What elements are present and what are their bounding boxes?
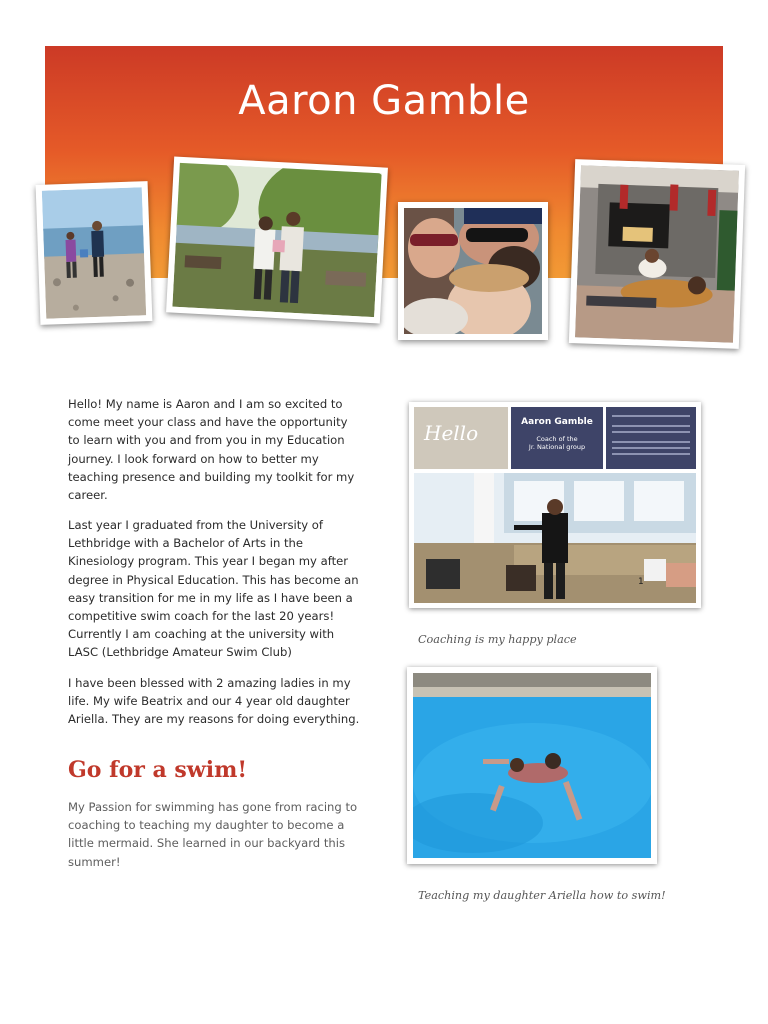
intro-paragraph-2: Last year I graduated from the University of Lethbridge with a Bachelor of Arts in the Kinesiology program. This year I began my after degree in Physical Education. This has become an easy transition for me in my life as I have been a competitive swim coach for the last 20 years! Currently I am coaching at the university with LASC (Lethbridge Amateur Swim Club): [68, 518, 359, 660]
section-heading-swim: Go for a swim!: [68, 757, 248, 783]
card-subtitle-2: Jr. National group: [528, 443, 586, 451]
coaching-card: [409, 402, 701, 608]
coaching-photo: [414, 473, 696, 603]
caption-swim: Teaching my daughter Ariella how to swim!: [418, 889, 666, 902]
photo-pool: [407, 667, 657, 864]
photo-fireplace: [569, 159, 745, 349]
lane-number: 1: [638, 577, 644, 587]
hello-tile: [414, 407, 508, 469]
page-title: Aaron Gamble: [238, 78, 530, 124]
card-subtitle-1: Coach of the: [536, 435, 578, 443]
intro-paragraph-1: Hello! My name is Aaron and I am so excited to come meet your class and have the opportunity to learn with you and from you in my Education journey. I look forward on how to better my teaching presence and building my toolkit for my career.: [68, 397, 355, 503]
info-tile: [606, 407, 696, 469]
photo-beach: [36, 181, 153, 325]
hello-script: Hello: [424, 421, 479, 445]
photo-family-selfie: [398, 202, 548, 340]
name-tile: [511, 407, 603, 469]
swim-paragraph: My Passion for swimming has gone from racing to coaching to teaching my daughter to become a little mermaid. She learned in our backyard this summer!: [68, 800, 358, 869]
card-name: Aaron Gamble: [521, 417, 593, 427]
photo-couple-park: [166, 157, 388, 324]
intro-paragraph-3: I have been blessed with 2 amazing ladies in my life. My wife Beatrix and our 4 year old daughter Ariella. They are my reasons for doing everything.: [68, 676, 360, 727]
caption-coaching: Coaching is my happy place: [418, 633, 577, 646]
